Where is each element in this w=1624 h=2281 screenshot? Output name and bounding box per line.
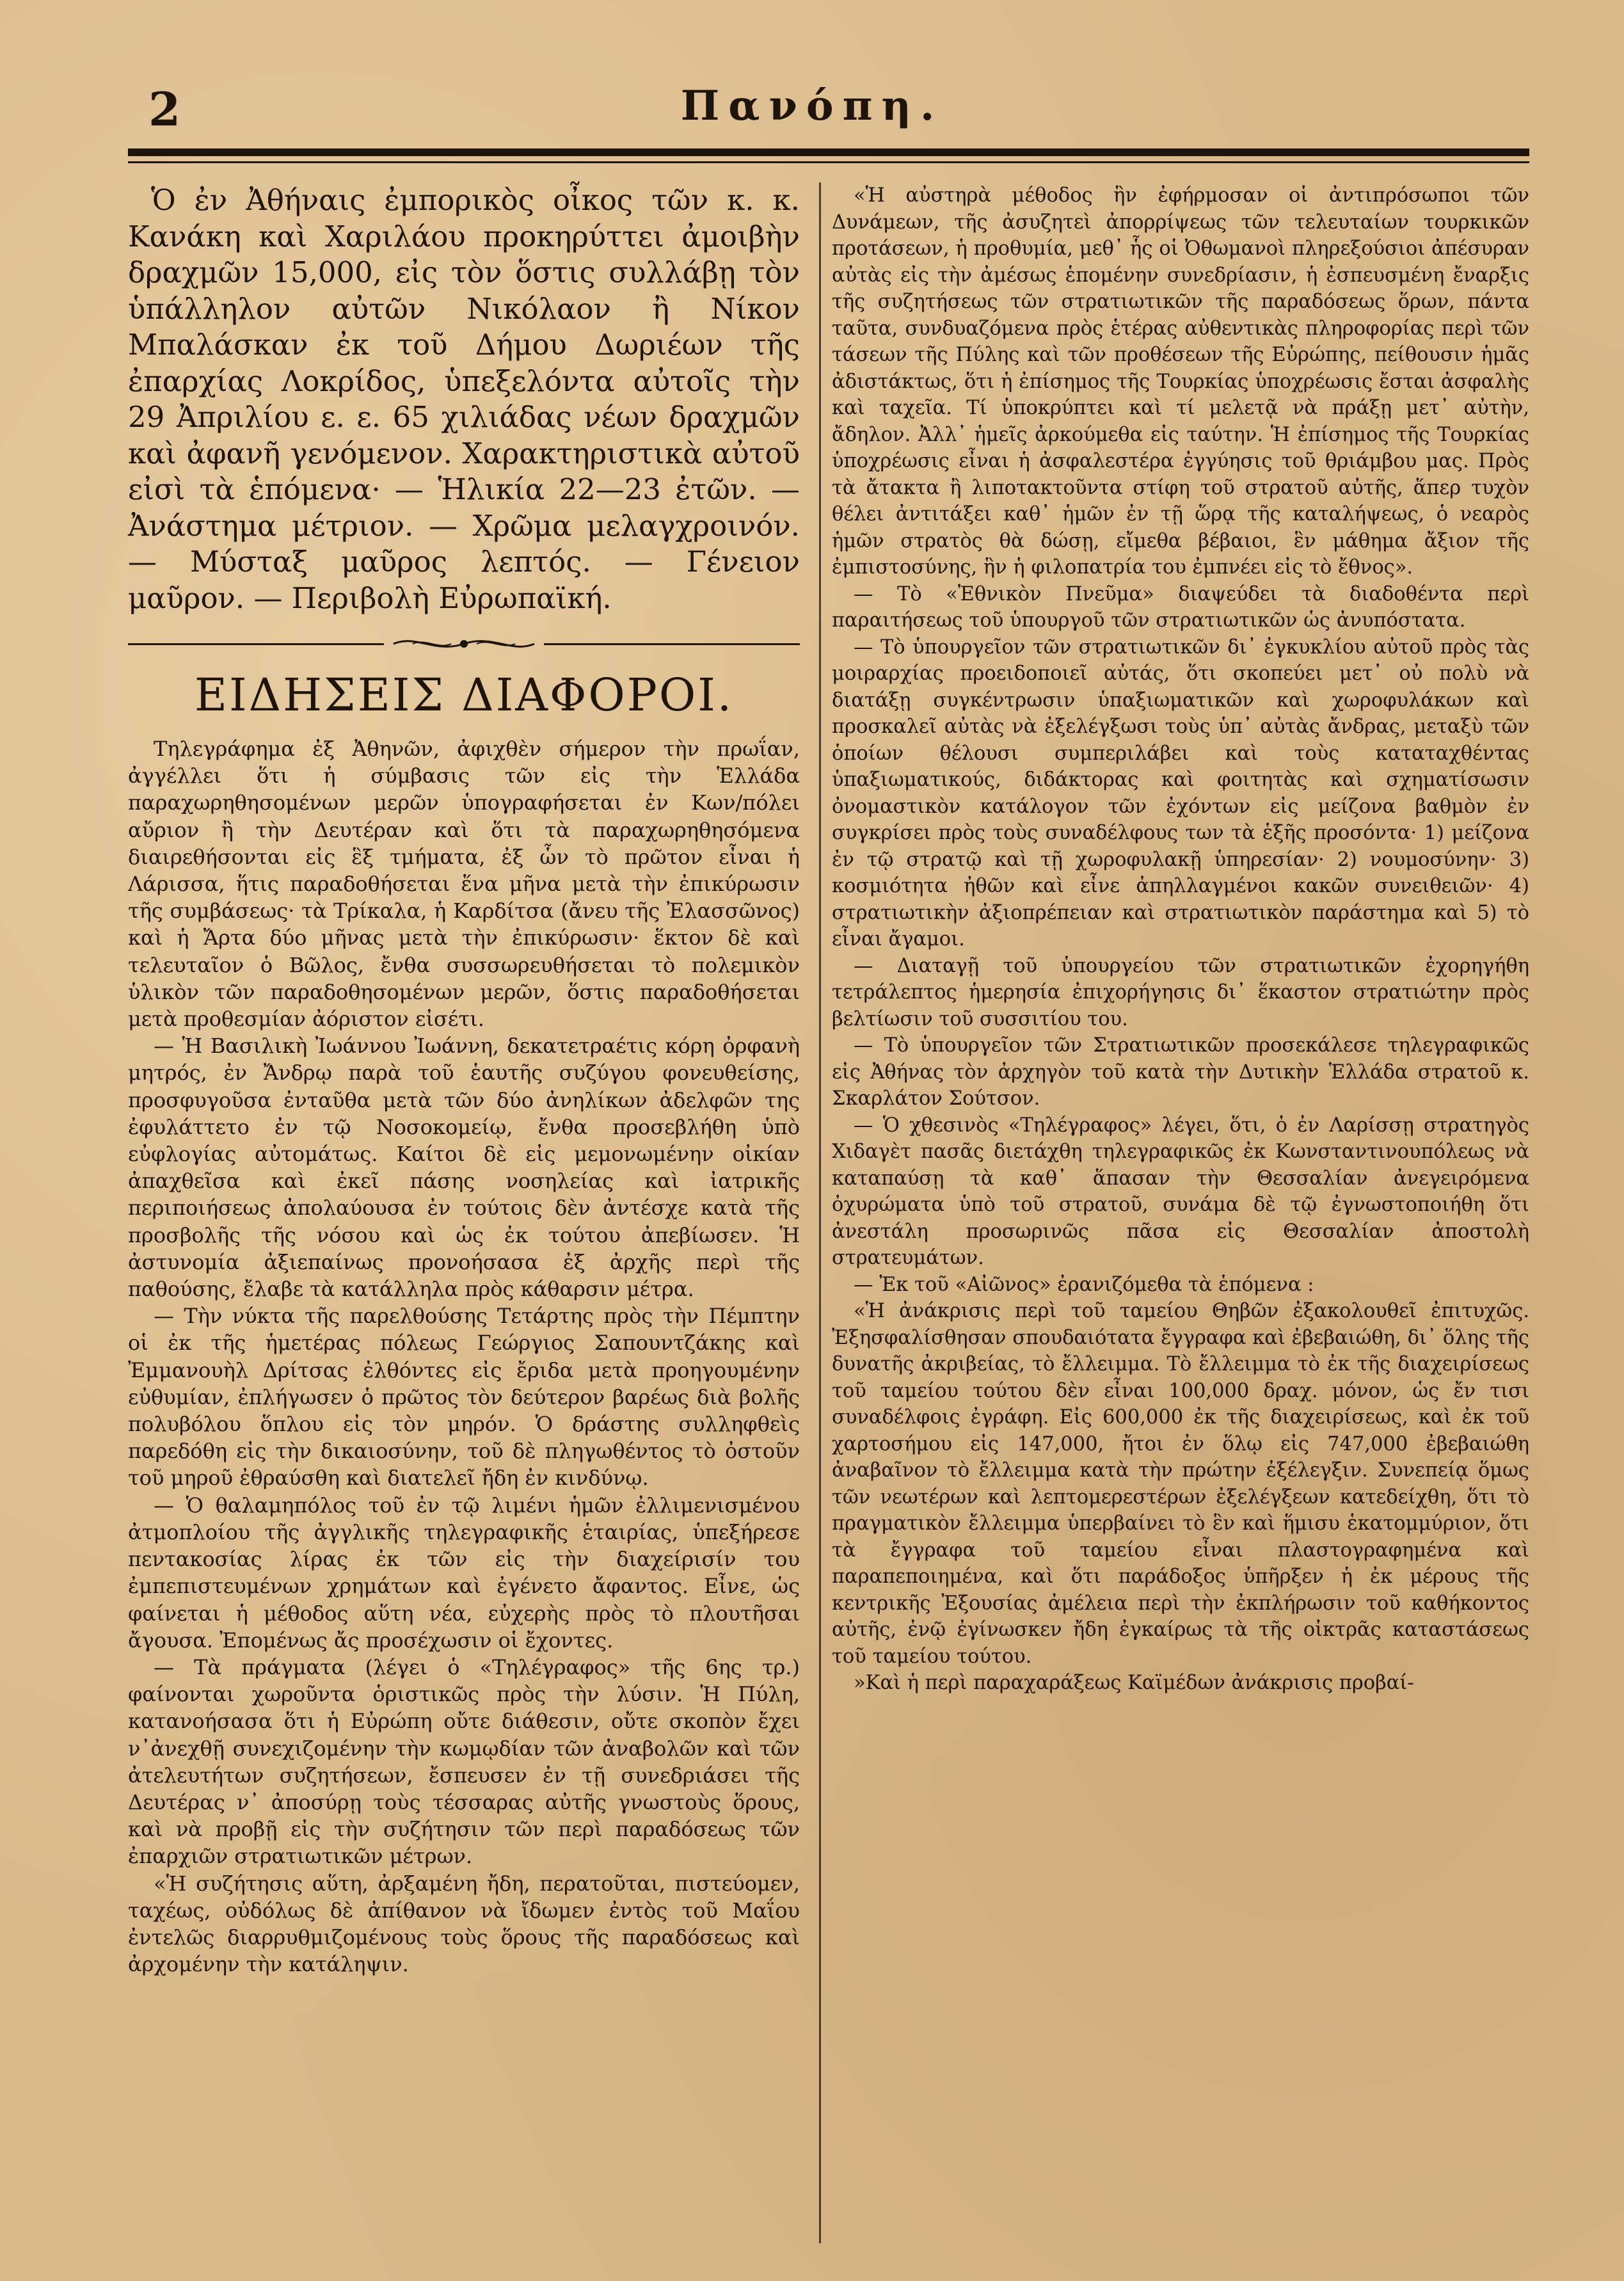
flourish-icon <box>390 633 537 655</box>
article-paragraph: — Τὸ ὑπουργεῖον τῶν Στρατιωτικῶν προσεκάλεσε τηλεγραφικῶς εἰς Ἀθήνας τὸν ἀρχηγὸν τοῦ κατὰ τὴν Δυτικὴν Ἑλλάδα στρατοῦ κ. Σκαρλάτον Σούτσον. <box>832 1034 1529 1110</box>
article-paragraph: — Τὸ ὑπουργεῖον τῶν στρατιωτικῶν δι᾽ ἐγκυκλίου αὐτοῦ πρὸς τὰς μοιραρχίας προειδοποιεῖ αὐτάς, ὅτι σκοπεύει μετ᾽ οὐ πολὺ νὰ διατάξῃ συγκέντρωσιν ὑπαξιωματικῶν καὶ χωροφυλάκων καὶ προσκαλεῖ αὐτὰς νὰ ἐξελέγξωσι τοὺς ὑπ᾽ αὐτὰς ἄνδρας, μεταξὺ τῶν ὁποίων θέλουσι συμπεριλάβει καὶ τοὺς καταταχθέντας ὑπαξιωματικούς, διδάκτορας καὶ φοιτητὰς καὶ σχηματίσωσιν ὀνομαστικὸν κατάλογον τῶν ἐχόντων εἰς μείζονα βαθμὸν ἐν συγκρίσει πρὸς τοὺς συναδέλφους των τὰ ἑξῆς προσόντα· 1) μείζονα ἐν τῷ στρατῷ καὶ τῇ χωροφυλακῇ ὑπηρεσίαν· 2) νουμοσύνην· 3) κοσμιότητα ἠθῶν καὶ εἶνε ἀπηλλαγμένοι κακῶν συνειθειῶν· 4) στρατιωτικὴν ἀξιοπρέπειαν καὶ στρατιωτικὸν παράστημα καὶ 5) τὸ εἶναι ἄγαμοι. <box>832 636 1529 950</box>
article-paragraph: — Ἡ Βασιλικὴ Ἰωάννου Ἰωάννη, δεκατετραέτις κόρη ὀρφανὴ μητρός, ἐν Ἄνδρῳ παρὰ τοῦ ἑαυτῆς συζύγου φονευθείσης, προσφυγοῦσα ἐνταῦθα μετὰ τῶν δύο ἀνηλίκων ἀδελφῶν της ἐφυλάττετο ἐν τῷ Νοσοκομείῳ, ἔνθα προσεβλήθη ὑπὸ εὐφλογίας αὐτομάτως. Καίτοι δὲ εἰς μεμονωμένην οἰκίαν ἀπαχθεῖσα καὶ ἐκεῖ πάσης νοσηλείας καὶ ἰατρικῆς περιποιήσεως ἀπολαύουσα ἐν τούτοις δὲν ἀντέσχε κατὰ τῆς προσβολῆς τῆς νόσου καὶ ὡς ἐκ τούτου ἀπεβίωσεν. Ἡ ἀστυνομία ἀξιεπαίνως προνοήσασα ἐξ ἀρχῆς περὶ τῆς παθούσης, ἔλαβε τὰ κατάλληλα πρὸς κάθαρσιν μέτρα. <box>128 1034 800 1302</box>
article-paragraph: — Ὁ χθεσινὸς «Τηλέγραφος» λέγει, ὅτι, ὁ ἐν Λαρίσσῃ στρατηγὸς Χιδαγὲτ πασᾶς διετάχθη τηλεγραφικῶς ἐκ Κωνσταντινουπόλεως νὰ καταπαύσῃ τὰ καθ᾽ ἅπασαν τὴν Θεσσαλίαν ἀνεγειρόμενα ὀχυρώματα ὑπὸ τοῦ στρατοῦ, συνάμα δὲ τῷ ἐγνωστοποιήθη ὅτι ἀνεστάλη προσωρινῶς πᾶσα εἰς Θεσσαλίαν ἀποστολὴ στρατευμάτων. <box>832 1114 1529 1269</box>
article-paragraph: — Τὸ «Ἐθνικὸν Πνεῦμα» διαψεύδει τὰ διαδοθέντα περὶ παραιτήσεως τοῦ ὑπουργοῦ τῶν στρατιωτικῶν ὡς ἀνυπόστατα. <box>832 582 1529 632</box>
reward-notice: Ὁ ἐν Ἀθήναις ἐμπορικὸς οἶκος τῶν κ. κ. Κανάκη καὶ Χαριλάου προκηρύττει ἀμοιβὴν δραχμῶν 15,000, εἰς τὸν ὅστις συλλάβῃ τὸν ὑπάλληλον αὐτῶν Νικόλαον ἢ Νίκον Μπαλάσκαν ἐκ τοῦ Δήμου Δωριέων τῆς ἐπαρχίας Λοκρίδος, ὑπεξελόντα αὐτοῖς τὴν 29 Ἀπριλίου ε. ε. 65 χιλιάδας νέων δραχμῶν καὶ ἀφανῆ γενόμενον. Χαρακτηριστικὰ αὐτοῦ εἰσὶ τὰ ἑπόμενα· — Ἡλικία 22—23 ἐτῶν. — Ἀνάστημα μέτριον. — Χρῶμα μελαγχροινόν. — Μύσταξ μαῦρος λεπτός. — Γένειον μαῦρον. — Περιβολὴ Εὐρωπαϊκή. <box>128 183 800 615</box>
article-paragraph: — Διαταγῇ τοῦ ὑπουργείου τῶν στρατιωτικῶν ἐχορηγήθη τετράλεπτος ἡμερησία ἐπιχορήγησις δι᾽ ἕκαστον στρατιώτην πρὸς βελτίωσιν τοῦ συσσιτίου του. <box>832 954 1529 1030</box>
right-column <box>832 182 1529 1697</box>
newspaper-title: Πανόπη. <box>680 82 944 130</box>
header-rule-thin <box>128 161 1529 163</box>
article-paragraph: «Ἡ συζήτησις αὕτη, ἀρξαμένη ἤδη, περατοῦται, πιστεύομεν, ταχέως, οὐδόλως δὲ ἀπίθανον νὰ ἴδωμεν ἐντὸς τοῦ Μαΐου ἐντελῶς διαρρυθμιζομένους τοὺς ὅρους τῆς παραδόσεως καὶ ἀρχομένην τὴν κατάληψιν. <box>128 1871 800 1977</box>
article-paragraph: «Ἡ ἀνάκρισις περὶ τοῦ ταμείου Θηβῶν ἐξακολουθεῖ ἐπιτυχῶς. Ἐξησφαλίσθησαν σπουδαιότατα ἔγγραφα καὶ ἐβεβαιώθη, δι᾽ ὅλης τῆς δυνατῆς ἀκριβείας, τὸ ἔλλειμμα. Τὸ ἔλλειμμα τὸ ἐκ τῆς διαχειρίσεως τοῦ ταμείου τούτου δὲν εἶναι 100,000 δραχ. μόνον, ὡς ἔν τισι συναδέλφοις ἐγράφη. Εἰς 600,000 ἐκ τῆς διαχειρίσεως, καὶ ἐκ τοῦ χαρτοσήμου εἰς 147,000, ἤτοι ἐν ὅλῳ εἰς 747,000 ἐβεβαιώθη ἀναβαῖνον τὸ ἔλλειμμα κατὰ τὴν πρώτην ἐξέλεγξιν. Συνεπείᾳ ὅμως τῶν νεωτέρων καὶ λεπτομερεστέρων ἐξελέγξεων κατεδείχθη, ὅτι τὸ πραγματικὸν ἔλλειμμα ὑπερβαίνει τὸ ἓν καὶ ἥμισυ ἑκατομμύριον, ὅτι τὰ ἔγγραφα τοῦ ταμείου εἶναι πλαστογραφημένα καὶ παραπεποιημένα, καὶ ὅτι παράδοξος ὑπῆρξεν ἡ ἐκ μέρους τῆς κεντρικῆς Ἐξουσίας ἀμέλεια περὶ τὴν ἐκπλήρωσιν τοῦ καθήκοντος αὐτῆς, ἐνῷ ἐγίνωσκεν ἤδη ἐγκαίρως τὰ τῆς οἰκτρᾶς καταστάσεως τοῦ ταμείου τούτου. <box>832 1300 1529 1668</box>
column-divider <box>819 182 821 2243</box>
section-title: ΕΙΔΗΣΕΙΣ ΔΙΑΦΟΡΟΙ. <box>194 669 734 721</box>
article-paragraph: — Τὰ πράγματα (λέγει ὁ «Τηλέγραφος» τῆς 6ης τρ.) φαίνονται χωροῦντα ὁριστικῶς πρὸς τὴν λύσιν. Ἡ Πύλη, κατανοήσασα ὅτι ἡ Εὐρώπη οὔτε διάθεσιν, οὔτε σκοπὸν ἔχει ν᾽ἀνεχθῇ συνεχιζομένην τὴν κωμῳδίαν τῶν ἀναβολῶν καὶ τῶν ἀτελευτήτων συζητήσεων, ἔσπευσεν ἐν τῇ συνεδριάσει τῆς Δευτέρας ν᾽ ἀποσύρῃ τοὺς τέσσαρας αὐτῆς γνωστοὺς ὅρους, καὶ νὰ προβῇ εἰς τὴν συζήτησιν τῶν περὶ παραδόσεως τῶν ἐπαρχιῶν στρατιωτικῶν μέτρων. <box>128 1654 800 1869</box>
page-number: 2 <box>148 82 181 136</box>
article-paragraph: »Καὶ ἡ περὶ παραχαράξεως Καϊμέδων ἀνάκρισις προβαί- <box>854 1672 1414 1694</box>
header-rule <box>128 148 1529 156</box>
article-paragraph: «Ἡ αὐστηρὰ μέθοδος ἣν ἐφήρμοσαν οἱ ἀντιπρόσωποι τῶν Δυνάμεων, τῆς ἀσυζητεὶ ἀπορρίψεως τῶν τελευταίων τουρκικῶν προτάσεων, ἡ προθυμία, μεθ᾽ ἧς οἱ Ὀθωμανοὶ πληρεξούσιοι ἀπέσυραν αὐτὰς εἰς τὴν ἀμέσως ἑπομένην συνεδρίασιν, ἡ ἐσπευσμένη ἔναρξις τῆς συζητήσεως τῶν στρατιωτικῶν τῆς παραδόσεως ὅρων, πάντα ταῦτα, συνδυαζόμενα πρὸς ἑτέρας αὐθεντικὰς πληροφορίας περὶ τῶν τάσεων τῆς Πύλης καὶ τῶν προθέσεων τῆς Εὐρώπης, πείθουσιν ἡμᾶς ἀδιστάκτως, ὅτι ἡ ἐπίσημος τῆς Τουρκίας ὑποχρέωσις ἔσται ἀσφαλὴς καὶ ταχεῖα. Τί ὑποκρύπτει καὶ τί μελετᾷ νὰ πράξῃ μετ᾽ αὐτὴν, ἄδηλον. Ἀλλ᾽ ἡμεῖς ἀρκούμεθα εἰς ταύτην. Ἡ ἐπίσημος τῆς Τουρκίας ὑποχρέωσις εἶναι ἡ ἀσφαλεστέρα ἐγγύησις τοῦ θριάμβου μας. Πρὸς τὰ ἄτακτα ἢ λιποτακτοῦντα στίφη τοῦ στρατοῦ αὐτῆς, ἅπερ τυχὸν θέλει ἀντιτάξει καθ᾽ ἡμῶν ἐν τῇ ὥρᾳ τῆς καταλήψεως, ὁ νεαρὸς ἡμῶν στρατὸς θὰ δώσῃ, εἴμεθα βέβαιοι, ἓν μάθημα ἄξιον τῆς ἐμπιστοσύνης, ἣν ἡ φιλοπατρία του ἐμπνέει εἰς τὸ ἔθνος». <box>832 184 1529 579</box>
left-column <box>128 182 800 1978</box>
article-paragraph: — Τὴν νύκτα τῆς παρελθούσης Τετάρτης πρὸς τὴν Πέμπτην οἱ ἐκ τῆς ἡμετέρας πόλεως Γεώργιος Σαπουντζάκης καὶ Ἐμμανουὴλ Δρίτσας ἐλθόντες εἰς ἔριδα μετὰ προηγουμένην εὐθυμίαν, ἐπλήγωσεν ὁ πρῶτος τὸν δεύτερον βαρέως διὰ βολῆς πολυβόλου ὅπλου εἰς τὸν μηρόν. Ὁ δράστης συλληφθεὶς παρεδόθη εἰς τὴν δικαιοσύνην, τοῦ δὲ πληγωθέντος τὸ ὀστοῦν τοῦ μηροῦ ἐθραύσθη καὶ διατελεῖ ἤδη ἐν κινδύνῳ. <box>128 1304 800 1491</box>
ornamental-divider <box>128 633 800 655</box>
article-paragraph: — Ὁ θαλαμηπόλος τοῦ ἐν τῷ λιμένι ἡμῶν ἐλλιμενισμένου ἀτμοπλοίου τῆς ἀγγλικῆς τηλεγραφικῆς ἑταιρίας, ὑπεξήρεσε πεντακοσίας λίρας ἐκ τῶν εἰς τὴν διαχείρισίν του ἐμπεπιστευμένων χρημάτων καὶ ἐγένετο ἄφαντος. Εἶνε, ὡς φαίνεται ἡ μέθοδος αὕτη νέα, εὐχερὴς πρὸς τὸ πλουτῆσαι ἄγουσα. Ἐπομένως ἄς προσέχωσιν οἱ ἔχοντες. <box>128 1493 800 1653</box>
article-paragraph: — Ἐκ τοῦ «Αἰῶνος» ἐρανιζόμεθα τὰ ἑπόμενα : <box>854 1273 1314 1296</box>
article-paragraph: Τηλεγράφημα ἐξ Ἀθηνῶν, ἀφιχθὲν σήμερον τὴν πρωΐαν, ἀγγέλλει ὅτι ἡ σύμβασις τῶν εἰς τὴν Ἑλλάδα παραχωρηθησομένων μερῶν ὑπογραφήσεται ἐν Κων/πόλει αὔριον ἢ τὴν Δευτέραν καὶ ὅτι τὰ παραχωρηθησόμενα διαιρεθήσονται εἰς ἓξ τμήματα, ἐξ ὧν τὸ πρῶτον εἶναι ἡ Λάρισσα, ἥτις παραδοθήσεται ἕνα μῆνα μετὰ τὴν ἐπικύρωσιν τῆς συμβάσεως· τὰ Τρίκαλα, ἡ Καρδίτσα (ἄνευ τῆς Ἐλασσῶνος) καὶ ἡ Ἄρτα δύο μῆνας μετὰ τὴν ἐπικύρωσιν· ἕκτον δὲ καὶ τελευταῖον ὁ Βῶλος, ἔνθα συσσωρευθήσεται τὸ πολεμικὸν ὑλικὸν τῶν παραδοθησομένων μερῶν, ὅστις παραδοθήσεται μετὰ προθεσμίαν ἀόριστον εἰσέτι. <box>128 737 800 1032</box>
